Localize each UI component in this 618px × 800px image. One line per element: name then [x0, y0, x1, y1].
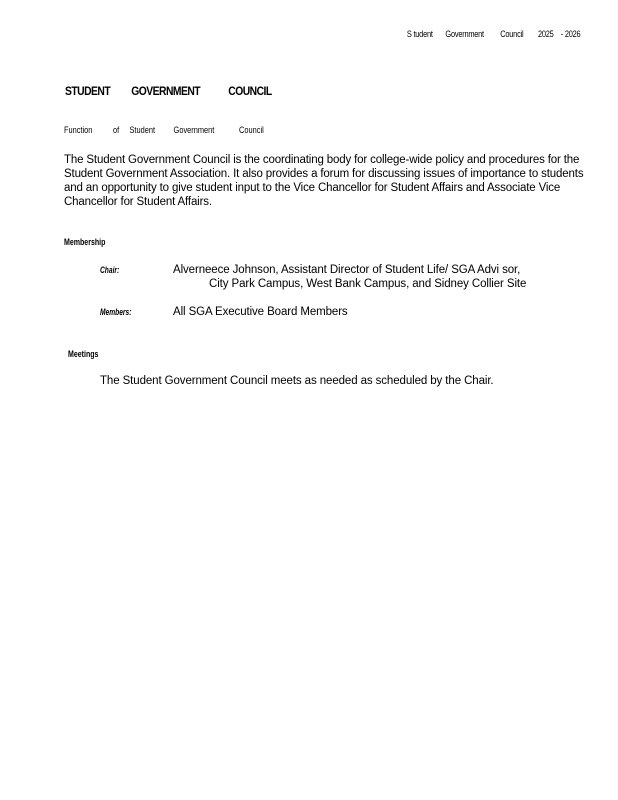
intro-paragraph: The Student Government Council is the coordinating body for college-wide policy and procedures for the Student Government Association. It also provides a forum for discussing issues of importance to students and an opportunity to give student input to the Vice Chancellor for Student Affairs and Associate Vice Chancellor for Student Affairs.: [64, 154, 584, 208]
membership-heading: Membership: [64, 237, 106, 248]
chair-line-2: City Park Campus, West Bank Campus, and Sidney Collier Site: [209, 278, 527, 290]
members-value: All SGA Executive Board Members: [173, 306, 348, 318]
document-title: STUDENT GOVERNMENT COUNCIL: [65, 84, 272, 98]
chair-line-1: Alverneece Johnson, Assistant Director of Student Life/ SGA Advi sor,: [173, 264, 521, 276]
members-label: Members:: [100, 307, 132, 318]
document-subtitle: Function of Student Government Council: [64, 125, 264, 136]
running-header: S tudent Government Council 2025 - 2026: [406, 29, 580, 40]
meetings-heading: Meetings: [68, 349, 99, 360]
chair-label: Chair:: [100, 265, 120, 276]
meetings-text: The Student Government Council meets as needed as scheduled by the Chair.: [100, 375, 494, 387]
